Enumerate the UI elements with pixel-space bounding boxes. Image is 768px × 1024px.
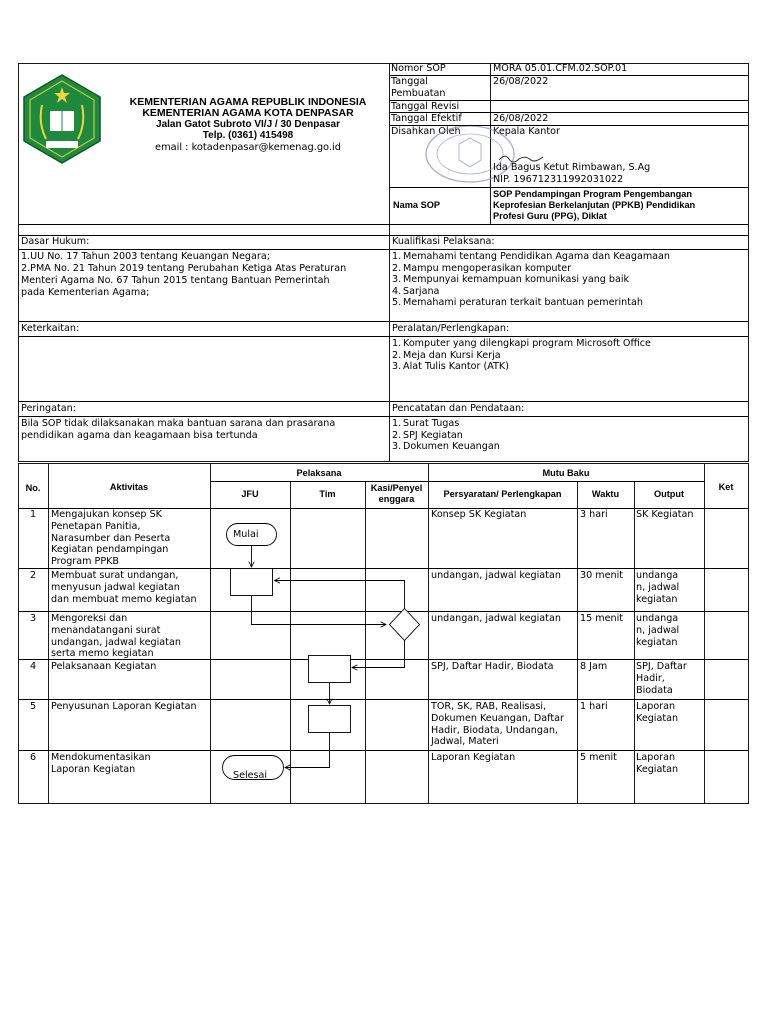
connector-arrow <box>275 581 405 609</box>
col-output-header: Output <box>653 489 685 499</box>
org-phone: Telp. (0361) 415498 <box>202 130 294 141</box>
row-output: Laporan Kegiatan <box>636 701 679 724</box>
list-item: 3. Dokumen Keuangan <box>392 441 500 453</box>
row-output: SK Kegiatan <box>636 509 694 520</box>
col-ket-header: Ket <box>718 482 734 492</box>
row-no: 4 <box>29 661 37 672</box>
row-no: 5 <box>29 701 37 712</box>
row-aktivitas: Penyusunan Laporan Kegiatan <box>51 701 197 712</box>
col-pelaksana-header: Pelaksana <box>296 468 342 478</box>
tgl-efektif-label: Tanggal Efektif <box>391 113 462 124</box>
row-persyaratan: Laporan Kegiatan <box>431 752 516 763</box>
list-item: 3. Alat Tulis Kantor (ATK) <box>392 361 509 373</box>
list-item: 4. Sarjana <box>392 285 440 297</box>
col-kasi-header-1: Kasi/Penyel <box>370 483 423 493</box>
org-address: Jalan Gatot Subroto VI/J / 30 Denpasar <box>156 119 340 130</box>
row-waktu: 30 menit <box>580 570 624 581</box>
org-line1: KEMENTERIAN AGAMA REPUBLIK INDONESIA <box>129 96 367 108</box>
row-persyaratan: undangan, jadwal kegiatan <box>431 613 561 624</box>
row-waktu: 5 menit <box>580 752 617 763</box>
list-item: 1. Surat Tugas <box>392 418 460 429</box>
row-aktivitas: Membuat surat undangan, menyusun jadwal kegiatan dan membuat memo kegiatan <box>51 570 197 605</box>
nama-sop-line1: SOP Pendampingan Program Pengembangan <box>493 189 692 199</box>
row-persyaratan: undangan, jadwal kegiatan <box>431 570 561 581</box>
col-kasi-header-2: enggara <box>378 494 415 504</box>
start-label: Mulai <box>233 529 259 540</box>
col-no-header: No. <box>25 483 41 493</box>
keterkaitan-title: Keterkaitan: <box>21 323 80 334</box>
peringatan-line2: pendidikan agama dan keagamaan bisa tertunda <box>21 430 258 441</box>
tgl-pembuatan-label-2: Pembuatan <box>391 88 446 99</box>
row-output: undanga n, jadwal kegiatan <box>636 613 680 648</box>
connector-arrow <box>352 641 405 668</box>
row-waktu: 1 hari <box>580 701 608 712</box>
dasar-item-2: 2.PMA No. 21 Tahun 2019 tentang Perubahan Ketiga Atas Peraturan <box>21 263 347 274</box>
list-item: 1. Memahami tentang Pendidikan Agama dan Keagamaan <box>392 251 671 262</box>
row-waktu: 15 menit <box>580 613 624 624</box>
row-output: undanga n, jadwal kegiatan <box>636 570 680 605</box>
org-line2: KEMENTERIAN AGAMA KOTA DENPASAR <box>142 107 354 119</box>
col-waktu-header: Waktu <box>591 489 620 499</box>
row-no: 3 <box>29 613 37 624</box>
col-mutu-header: Mutu Baku <box>542 468 590 478</box>
signer-nip: NIP. 196712311992031022 <box>493 174 624 185</box>
row-waktu: 3 hari <box>580 509 608 520</box>
row-no: 6 <box>29 752 37 763</box>
signer-name: Ida Bagus Ketut Rimbawan, S.Ag <box>493 162 651 173</box>
dasar-item-1: 1.UU No. 17 Tahun 2003 tentang Keuangan Negara; <box>21 251 270 262</box>
row-persyaratan: SPJ, Daftar Hadir, Biodata <box>431 661 554 672</box>
nama-sop-label: Nama SOP <box>393 200 440 210</box>
disahkan-value: Kepala Kantor <box>493 126 560 137</box>
decision-diamond <box>390 609 420 641</box>
dasar-item-2-cont2: pada Kementerian Agama; <box>21 287 150 298</box>
row-persyaratan: Konsep SK Kegiatan <box>431 509 527 520</box>
connector-arrow <box>252 596 387 625</box>
peralatan-title: Peralatan/Perlengkapan: <box>392 323 510 334</box>
peringatan-title: Peringatan: <box>21 403 76 414</box>
dasar-item-2-cont: Menteri Agama No. 67 Tahun 2015 tentang Bantuan Pemerintah <box>21 275 330 286</box>
tgl-pembuatan-value: 26/08/2022 <box>493 76 549 87</box>
tgl-efektif-value: 26/08/2022 <box>493 113 549 124</box>
tgl-pembuatan-label-1: Tanggal <box>391 76 428 87</box>
list-item: 2. Meja dan Kursi Kerja <box>392 349 501 361</box>
row-waktu: 8 Jam <box>580 661 608 672</box>
row-persyaratan: TOR, SK, RAB, Realisasi, Dokumen Keuangan, Daftar Hadir, Biodata, Undangan, Jadwal, Materi <box>431 701 564 748</box>
nama-sop-line2: Keprofesian Berkelanjutan (PPKB) Pendidikan <box>493 200 696 210</box>
row-output: SPJ, Daftar Hadir, Biodata <box>636 661 687 696</box>
process-box-4 <box>309 656 351 683</box>
col-jfu-header: JFU <box>241 489 259 499</box>
pencatatan-title: Pencatatan dan Pendataan: <box>392 403 525 414</box>
list-item: 1. Komputer yang dilengkapi program Microsoft Office <box>392 338 651 349</box>
process-box-2 <box>231 569 273 596</box>
list-item: 2. SPJ Kegiatan <box>392 429 463 441</box>
nama-sop-line3: Profesi Guru (PPG), Diklat <box>493 211 607 221</box>
row-aktivitas: Mendokumentasikan Laporan Kegiatan <box>51 752 151 775</box>
disahkan-label: Disahkan Oleh <box>391 126 461 137</box>
peringatan-line1: Bila SOP tidak dilaksanakan maka bantuan sarana dan prasarana <box>21 418 336 429</box>
row-output: Laporan Kegiatan <box>636 752 679 775</box>
list-item: 5. Memahami peraturan terkait bantuan pemerintah <box>392 297 643 309</box>
row-aktivitas: Pelaksanaan Kegiatan <box>51 661 157 672</box>
row-aktivitas: Mengoreksi dan menandatangani surat undangan, jadwal kegiatan serta memo kegiatan <box>51 613 181 660</box>
kualifikasi-title: Kualifikasi Pelaksana: <box>392 236 495 247</box>
list-item: 2. Mampu mengoperasikan komputer <box>392 262 572 274</box>
list-item: 3. Mempunyai kemampuan komunikasi yang baik <box>392 274 630 286</box>
process-box-5 <box>309 706 351 733</box>
col-tim-header: Tim <box>319 489 336 499</box>
connector-arrow <box>285 733 330 768</box>
dasar-hukum-title: Dasar Hukum: <box>21 236 90 247</box>
org-email: email : kotadenpasar@kemenag.go.id <box>155 142 341 153</box>
row-no: 1 <box>29 509 37 520</box>
nomor-sop-label: Nomor SOP <box>391 63 446 74</box>
row-no: 2 <box>29 570 37 581</box>
tgl-revisi-label: Tanggal Revisi <box>391 101 460 112</box>
col-persyaratan-header: Persyaratan/ Perlengkapan <box>443 489 562 499</box>
end-label: Selesai <box>233 770 268 781</box>
row-aktivitas: Mengajukan konsep SK Penetapan Panitia, Narasumber dan Peserta Kegiatan pendampingan Program PPKB <box>51 509 171 568</box>
nomor-sop-value: MORA 05.01.CFM.02.SOP.01 <box>493 63 628 74</box>
col-aktivitas-header: Aktivitas <box>109 482 149 492</box>
